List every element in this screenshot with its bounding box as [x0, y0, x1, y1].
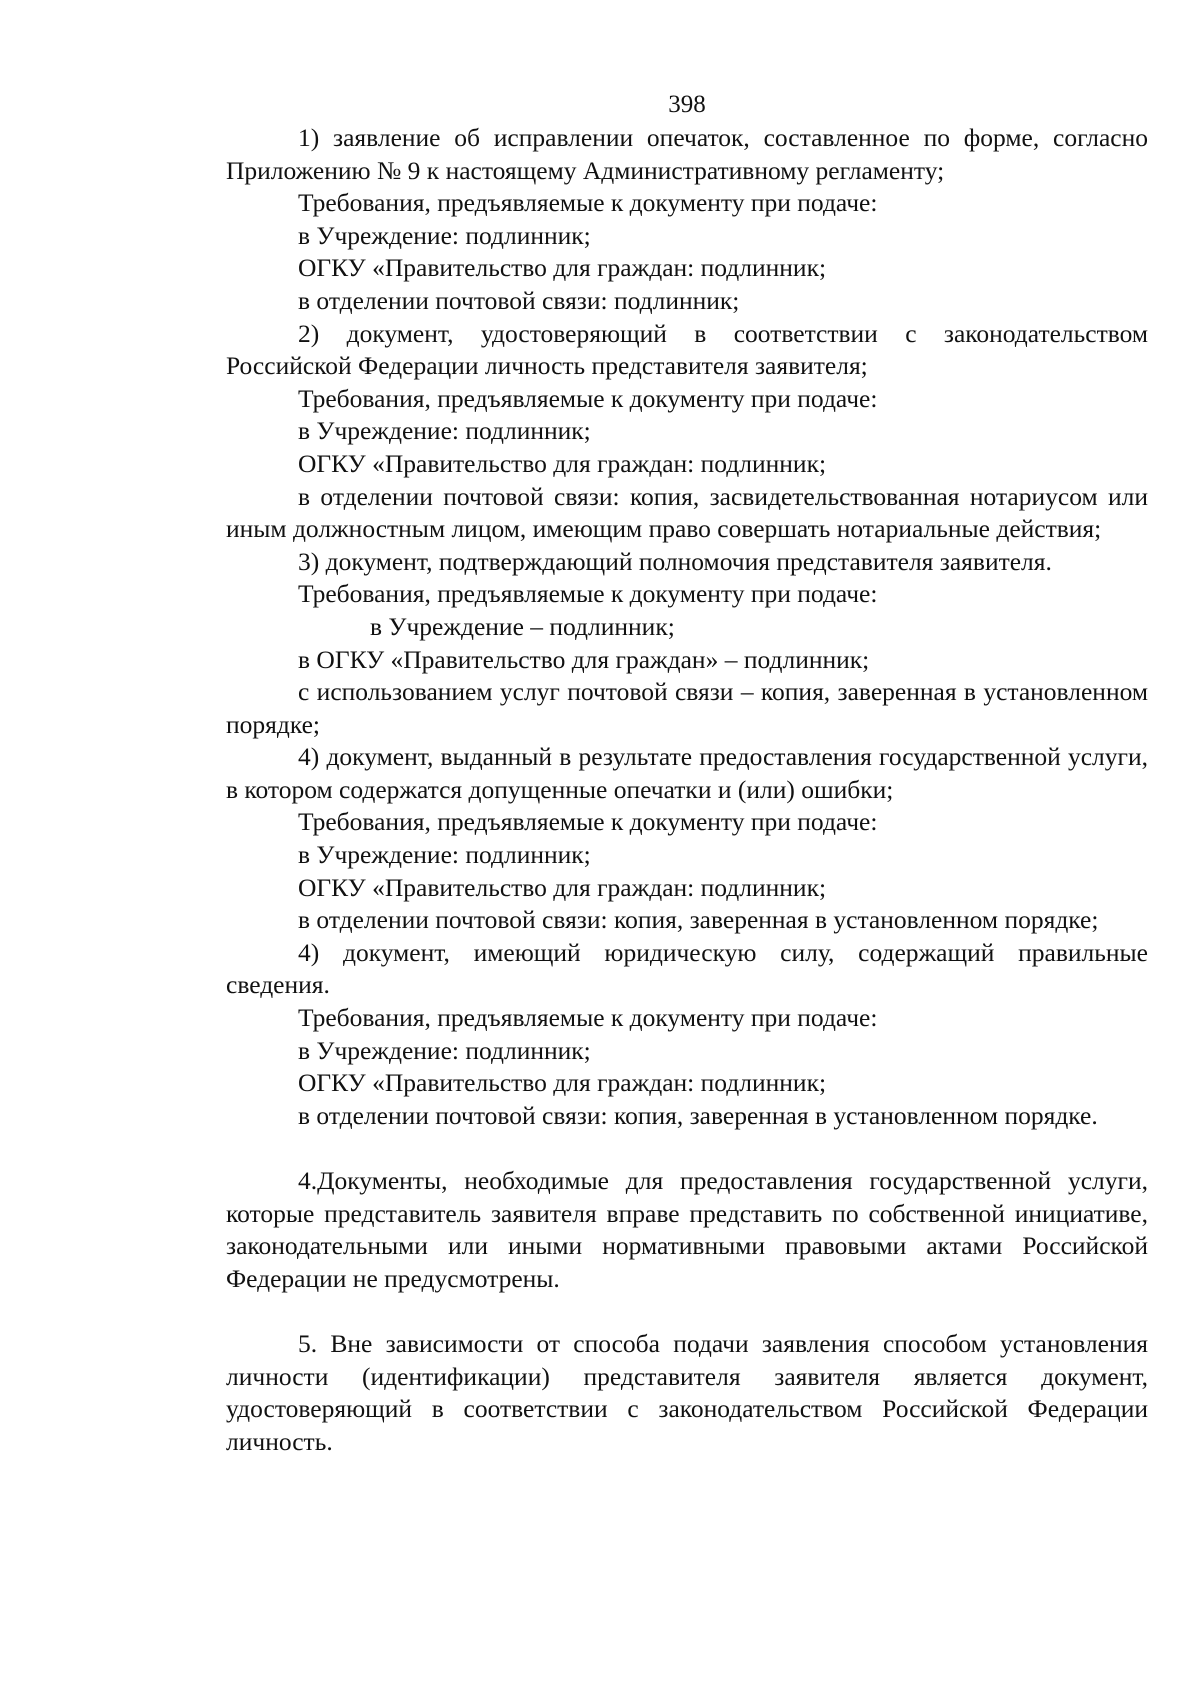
paragraph: в Учреждение: подлинник;	[298, 840, 591, 870]
paragraph: 4.Документы, необходимые для предоставления государственной услуги, которые представитель заявителя вправе представить по собственной инициативе, законодательными или иными нормативными правовыми актами Российской Федерации не предусмотрены.	[226, 1166, 1148, 1293]
paragraph: в ОГКУ «Правительство для граждан» – подлинник;	[298, 644, 870, 674]
paragraph: ОГКУ «Правительство для граждан: подлинник;	[298, 872, 827, 902]
paragraph: Требования, предъявляемые к документу при подаче:	[298, 807, 878, 837]
paragraph: в отделении почтовой связи: копия, заверенная в установленном порядке;	[298, 905, 1099, 935]
paragraph-gap	[226, 1295, 1148, 1328]
paragraph: с использованием услуг почтовой связи – копия, заверенная в установленном порядке;	[226, 677, 1148, 739]
paragraph: Требования, предъявляемые к документу при подаче:	[298, 1003, 878, 1033]
paragraph: в Учреждение: подлинник;	[298, 220, 591, 250]
paragraph: 5. Вне зависимости от способа подачи заявления способом установления личности (идентификации) представителя заявителя является документ, удостоверяющий в соответствии с законодательством Российской Федерации личность.	[226, 1328, 1148, 1456]
paragraph: 2) документ, удостоверяющий в соответствии с законодательством Российской Федерации личность представителя заявителя;	[226, 318, 1148, 381]
paragraph: 4) документ, выданный в результате предоставления государственной услуги, в котором содержатся допущенные опечатки и (или) ошибки;	[226, 742, 1148, 804]
paragraph: 1) заявление об исправлении опечаток, составленное по форме, согласно Приложению № 9 к настоящему Административному регламенту;	[226, 123, 1148, 185]
paragraph: Требования, предъявляемые к документу при подаче:	[298, 383, 878, 413]
paragraph: Требования, предъявляемые к документу при подаче:	[298, 188, 878, 218]
paragraph: 4) документ, имеющий юридическую силу, содержащий правильные сведения.	[226, 937, 1148, 1000]
paragraph-gap	[226, 1132, 1148, 1165]
paragraph: ОГКУ «Правительство для граждан: подлинник;	[298, 253, 827, 283]
page-number: 398	[668, 91, 706, 118]
paragraph: в отделении почтовой связи: подлинник;	[298, 285, 740, 315]
paragraph: ОГКУ «Правительство для граждан: подлинник;	[298, 448, 827, 478]
paragraph: в Учреждение – подлинник;	[370, 611, 675, 641]
paragraph: в Учреждение: подлинник;	[298, 416, 591, 446]
paragraph: в Учреждение: подлинник;	[298, 1035, 591, 1065]
paragraph: в отделении почтовой связи: копия, засвидетельствованная нотариусом или иным должностным лицом, имеющим право совершать нотариальные действия;	[226, 481, 1148, 544]
paragraph: ОГКУ «Правительство для граждан: подлинник;	[298, 1068, 827, 1098]
paragraph: в отделении почтовой связи: копия, заверенная в установленном порядке.	[298, 1100, 1098, 1130]
paragraph: 3) документ, подтверждающий полномочия представителя заявителя.	[298, 546, 1052, 576]
paragraph: Требования, предъявляемые к документу при подаче:	[298, 579, 878, 609]
